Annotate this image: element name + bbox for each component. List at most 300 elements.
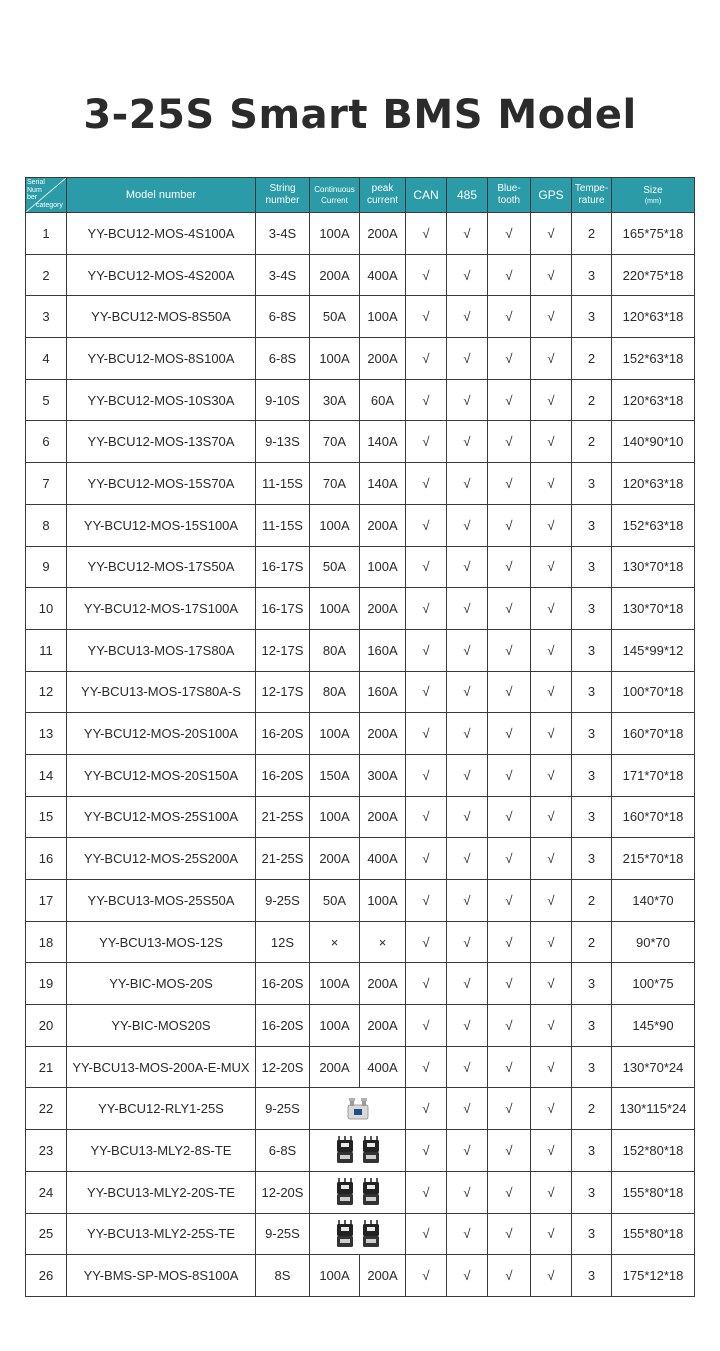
485-check-cell: √ [447,963,488,1005]
peak-current-cell: × [360,921,406,963]
header-serial-line-1: Serial [27,179,45,186]
temperature-cell: 3 [572,588,612,630]
bluetooth-check-cell: √ [488,463,531,505]
can-check-cell: √ [406,1130,447,1172]
serial-cell: 19 [26,963,67,1005]
table-row [26,463,695,505]
bluetooth-check-cell: √ [488,754,531,796]
gps-check-cell: √ [531,838,572,880]
size-cell: 90*70 [612,921,695,963]
table-row [26,1130,695,1172]
can-check-cell: √ [406,963,447,1005]
model-cell: YY-BCU12-MOS-20S150A [67,754,256,796]
485-check-cell: √ [447,921,488,963]
peak-current-cell: 140A [360,421,406,463]
continuous-current-cell: 70A [310,421,360,463]
temperature-cell: 3 [572,1005,612,1047]
string-cell: 9-25S [256,880,310,922]
temperature-cell: 2 [572,421,612,463]
table-row [26,296,695,338]
serial-cell: 6 [26,421,67,463]
current-image-cell [310,1088,406,1130]
485-check-cell: √ [447,338,488,380]
header-peak-line-2: current [366,195,399,206]
gps-check-cell: √ [531,1088,572,1130]
temperature-cell: 2 [572,921,612,963]
table-row [26,546,695,588]
model-cell: YY-BCU12-RLY1-25S [67,1088,256,1130]
continuous-current-cell: 200A [310,1046,360,1088]
bluetooth-check-cell: √ [488,254,531,296]
serial-cell: 13 [26,713,67,755]
model-cell: YY-BCU12-MOS-10S30A [67,379,256,421]
header-bluetooth-line-2: tooth [497,195,521,206]
size-cell: 171*70*18 [612,754,695,796]
485-check-cell: √ [447,1255,488,1297]
485-check-cell: √ [447,1213,488,1255]
table-row [26,588,695,630]
header-serial-line-4: category [36,201,63,209]
peak-current-cell: 100A [360,546,406,588]
can-check-cell: √ [406,1088,447,1130]
bluetooth-check-cell: √ [488,880,531,922]
peak-current-cell: 400A [360,254,406,296]
gps-check-cell: √ [531,629,572,671]
gps-check-cell: √ [531,1046,572,1088]
header-temperature-line-1: Tempe- [574,183,609,194]
serial-cell: 4 [26,338,67,380]
temperature-cell: 3 [572,546,612,588]
serial-cell: 24 [26,1171,67,1213]
serial-cell: 3 [26,296,67,338]
string-cell: 16-20S [256,1005,310,1047]
mos-module-pair [336,1220,380,1248]
peak-current-cell: 140A [360,463,406,505]
size-cell: 152*80*18 [612,1130,695,1172]
continuous-current-cell: 100A [310,796,360,838]
continuous-current-cell: 200A [310,254,360,296]
continuous-current-cell: 50A [310,546,360,588]
size-cell: 152*63*18 [612,504,695,546]
can-check-cell: √ [406,213,447,255]
continuous-current-cell: 80A [310,629,360,671]
can-check-cell: √ [406,796,447,838]
model-cell: YY-BCU13-MLY2-20S-TE [67,1171,256,1213]
header-continuous-line-2: Current [321,196,348,205]
485-check-cell: √ [447,1088,488,1130]
table-row [26,1046,695,1088]
header-continuous-current [310,178,360,213]
string-cell: 6-8S [256,1130,310,1172]
serial-cell: 23 [26,1130,67,1172]
485-check-cell: √ [447,296,488,338]
header-peak-line-1: peak [371,183,394,194]
table-row [26,629,695,671]
size-cell: 100*75 [612,963,695,1005]
bluetooth-check-cell: √ [488,1046,531,1088]
485-check-cell: √ [447,1171,488,1213]
model-cell: YY-BCU13-MOS-17S80A-S [67,671,256,713]
temperature-cell: 3 [572,1255,612,1297]
size-cell: 130*115*24 [612,1088,695,1130]
string-cell: 21-25S [256,838,310,880]
485-check-cell: √ [447,880,488,922]
gps-check-cell: √ [531,1255,572,1297]
peak-current-cell: 400A [360,838,406,880]
string-cell: 6-8S [256,338,310,380]
serial-cell: 20 [26,1005,67,1047]
table-row [26,880,695,922]
model-cell: YY-BCU13-MOS-17S80A [67,629,256,671]
bluetooth-check-cell: √ [488,296,531,338]
gps-check-cell: √ [531,963,572,1005]
header-size-unit: (mm) [644,197,662,205]
mos-module-icon [362,1220,380,1248]
gps-check-cell: √ [531,1213,572,1255]
temperature-cell: 3 [572,838,612,880]
485-check-cell: √ [447,588,488,630]
temperature-cell: 3 [572,254,612,296]
peak-current-cell: 200A [360,963,406,1005]
gps-check-cell: √ [531,1130,572,1172]
peak-current-cell: 200A [360,213,406,255]
can-check-cell: √ [406,713,447,755]
page-title: 3-25S Smart BMS Model [83,92,637,138]
model-cell: YY-BCU13-MLY2-8S-TE [67,1130,256,1172]
gps-check-cell: √ [531,921,572,963]
mos-module-pair [336,1178,380,1206]
continuous-current-cell: 100A [310,588,360,630]
can-check-cell: √ [406,1046,447,1088]
table-row [26,1213,695,1255]
string-cell: 21-25S [256,796,310,838]
model-cell: YY-BCU13-MOS-200A-E-MUX [67,1046,256,1088]
continuous-current-cell: 150A [310,754,360,796]
can-check-cell: √ [406,1213,447,1255]
table-row [26,1088,695,1130]
can-check-cell: √ [406,1171,447,1213]
header-serial-number [26,178,67,213]
continuous-current-cell: 100A [310,213,360,255]
string-cell: 3-4S [256,213,310,255]
size-cell: 120*63*18 [612,463,695,505]
serial-cell: 1 [26,213,67,255]
gps-check-cell: √ [531,463,572,505]
485-check-cell: √ [447,1005,488,1047]
peak-current-cell: 200A [360,713,406,755]
table-row [26,713,695,755]
gps-check-cell: √ [531,338,572,380]
size-cell: 220*75*18 [612,254,695,296]
string-cell: 6-8S [256,296,310,338]
temperature-cell: 3 [572,671,612,713]
string-cell: 16-20S [256,754,310,796]
gps-check-cell: √ [531,254,572,296]
can-check-cell: √ [406,546,447,588]
table-row [26,1255,695,1297]
can-check-cell: √ [406,921,447,963]
header-peak-current [360,178,406,213]
peak-current-cell: 160A [360,629,406,671]
485-check-cell: √ [447,379,488,421]
can-check-cell: √ [406,629,447,671]
bluetooth-check-cell: √ [488,838,531,880]
peak-current-cell: 200A [360,1005,406,1047]
model-cell: YY-BIC-MOS-20S [67,963,256,1005]
can-check-cell: √ [406,463,447,505]
continuous-current-cell: 100A [310,1005,360,1047]
model-cell: YY-BCU12-MOS-8S50A [67,296,256,338]
model-cell: YY-BCU12-MOS-13S70A [67,421,256,463]
model-cell: YY-BCU12-MOS-17S50A [67,546,256,588]
continuous-current-cell: 100A [310,713,360,755]
bluetooth-check-cell: √ [488,1130,531,1172]
serial-cell: 25 [26,1213,67,1255]
485-check-cell: √ [447,629,488,671]
table-row [26,504,695,546]
size-cell: 152*63*18 [612,338,695,380]
gps-check-cell: √ [531,671,572,713]
header-string-line-1: String [269,183,296,194]
bluetooth-check-cell: √ [488,963,531,1005]
serial-cell: 11 [26,629,67,671]
mos-module-icon [362,1178,380,1206]
size-cell: 140*70 [612,880,695,922]
continuous-current-cell: 100A [310,338,360,380]
continuous-current-cell: 30A [310,379,360,421]
model-cell: YY-BMS-SP-MOS-8S100A [67,1255,256,1297]
table-row [26,1171,695,1213]
bluetooth-check-cell: √ [488,421,531,463]
string-cell: 16-17S [256,546,310,588]
bms-model-table [25,177,695,1297]
continuous-current-cell: 100A [310,1255,360,1297]
header-can: CAN [406,178,447,213]
table-row [26,796,695,838]
size-cell: 120*63*18 [612,296,695,338]
size-cell: 120*63*18 [612,379,695,421]
temperature-cell: 2 [572,213,612,255]
table-row [26,921,695,963]
485-check-cell: √ [447,463,488,505]
485-check-cell: √ [447,546,488,588]
serial-cell: 9 [26,546,67,588]
temperature-cell: 3 [572,1130,612,1172]
size-cell: 165*75*18 [612,213,695,255]
serial-cell: 17 [26,880,67,922]
peak-current-cell: 400A [360,1046,406,1088]
relay-icon [345,1097,371,1121]
model-cell: YY-BCU12-MOS-4S100A [67,213,256,255]
string-cell: 16-20S [256,713,310,755]
serial-cell: 10 [26,588,67,630]
model-cell: YY-BIC-MOS20S [67,1005,256,1047]
485-check-cell: √ [447,504,488,546]
485-check-cell: √ [447,713,488,755]
peak-current-cell: 100A [360,880,406,922]
string-cell: 12-20S [256,1046,310,1088]
header-gps: GPS [531,178,572,213]
header-serial-line-3: ber [27,194,38,201]
size-cell: 130*70*18 [612,588,695,630]
model-cell: YY-BCU12-MOS-25S200A [67,838,256,880]
bluetooth-check-cell: √ [488,588,531,630]
can-check-cell: √ [406,296,447,338]
bluetooth-check-cell: √ [488,213,531,255]
model-cell: YY-BCU12-MOS-20S100A [67,713,256,755]
gps-check-cell: √ [531,713,572,755]
temperature-cell: 3 [572,713,612,755]
size-cell: 155*80*18 [612,1213,695,1255]
table-row [26,838,695,880]
model-cell: YY-BCU13-MLY2-25S-TE [67,1213,256,1255]
size-cell: 215*70*18 [612,838,695,880]
header-serial-label [27,179,65,209]
485-check-cell: √ [447,213,488,255]
string-cell: 8S [256,1255,310,1297]
string-cell: 12-17S [256,671,310,713]
bluetooth-check-cell: √ [488,1213,531,1255]
peak-current-cell: 300A [360,754,406,796]
size-cell: 100*70*18 [612,671,695,713]
size-cell: 130*70*24 [612,1046,695,1088]
temperature-cell: 3 [572,504,612,546]
bluetooth-check-cell: √ [488,1255,531,1297]
string-cell: 3-4S [256,254,310,296]
serial-cell: 8 [26,504,67,546]
peak-current-cell: 200A [360,338,406,380]
peak-current-cell: 200A [360,1255,406,1297]
can-check-cell: √ [406,421,447,463]
continuous-current-cell: 100A [310,963,360,1005]
485-check-cell: √ [447,1046,488,1088]
model-cell: YY-BCU12-MOS-17S100A [67,588,256,630]
bluetooth-check-cell: √ [488,713,531,755]
temperature-cell: 3 [572,1213,612,1255]
serial-cell: 7 [26,463,67,505]
table-header-row [26,178,695,213]
485-check-cell: √ [447,838,488,880]
continuous-current-cell: 200A [310,838,360,880]
header-size [612,178,695,213]
gps-check-cell: √ [531,754,572,796]
mos-module-pair [336,1136,380,1164]
header-bluetooth-line-1: Blue- [497,183,521,194]
string-cell: 9-25S [256,1088,310,1130]
serial-cell: 15 [26,796,67,838]
model-cell: YY-BCU12-MOS-15S70A [67,463,256,505]
bluetooth-check-cell: √ [488,1005,531,1047]
can-check-cell: √ [406,754,447,796]
peak-current-cell: 200A [360,796,406,838]
can-check-cell: √ [406,379,447,421]
model-cell: YY-BCU13-MOS-25S50A [67,880,256,922]
gps-check-cell: √ [531,1005,572,1047]
serial-cell: 16 [26,838,67,880]
string-cell: 11-15S [256,463,310,505]
gps-check-cell: √ [531,213,572,255]
temperature-cell: 3 [572,1046,612,1088]
485-check-cell: √ [447,1130,488,1172]
header-temperature [572,178,612,213]
gps-check-cell: √ [531,796,572,838]
bluetooth-check-cell: √ [488,338,531,380]
bluetooth-check-cell: √ [488,921,531,963]
gps-check-cell: √ [531,880,572,922]
string-cell: 9-13S [256,421,310,463]
model-cell: YY-BCU12-MOS-4S200A [67,254,256,296]
string-cell: 12-20S [256,1171,310,1213]
size-cell: 130*70*18 [612,546,695,588]
can-check-cell: √ [406,1255,447,1297]
string-cell: 9-25S [256,1213,310,1255]
can-check-cell: √ [406,588,447,630]
can-check-cell: √ [406,880,447,922]
serial-cell: 22 [26,1088,67,1130]
header-string-line-2: number [265,195,300,206]
table-row [26,754,695,796]
can-check-cell: √ [406,1005,447,1047]
continuous-current-cell: 50A [310,880,360,922]
gps-check-cell: √ [531,546,572,588]
gps-check-cell: √ [531,588,572,630]
can-check-cell: √ [406,671,447,713]
can-check-cell: √ [406,838,447,880]
header-model-number: Model number [67,178,256,213]
serial-cell: 21 [26,1046,67,1088]
serial-cell: 18 [26,921,67,963]
continuous-current-cell: 70A [310,463,360,505]
table-row [26,379,695,421]
serial-cell: 14 [26,754,67,796]
peak-current-cell: 160A [360,671,406,713]
model-cell: YY-BCU12-MOS-8S100A [67,338,256,380]
model-cell: YY-BCU12-MOS-15S100A [67,504,256,546]
table-row [26,213,695,255]
can-check-cell: √ [406,338,447,380]
header-continuous-line-1: Continuous [314,185,355,194]
header-size-label: Size [643,184,663,196]
size-cell: 140*90*10 [612,421,695,463]
mos-module-icon [362,1136,380,1164]
gps-check-cell: √ [531,1171,572,1213]
size-cell: 160*70*18 [612,796,695,838]
current-image-cell [310,1213,406,1255]
485-check-cell: √ [447,421,488,463]
size-cell: 145*90 [612,1005,695,1047]
485-check-cell: √ [447,754,488,796]
header-string-number [256,178,310,213]
size-cell: 145*99*12 [612,629,695,671]
table-row [26,671,695,713]
string-cell: 12S [256,921,310,963]
header-serial-line-2: Num [27,186,42,194]
gps-check-cell: √ [531,296,572,338]
temperature-cell: 2 [572,1088,612,1130]
temperature-cell: 3 [572,1171,612,1213]
temperature-cell: 3 [572,463,612,505]
mos-module-icon [336,1220,354,1248]
table-row [26,963,695,1005]
table-row [26,254,695,296]
485-check-cell: √ [447,671,488,713]
gps-check-cell: √ [531,379,572,421]
bluetooth-check-cell: √ [488,546,531,588]
header-485: 485 [447,178,488,213]
temperature-cell: 3 [572,629,612,671]
bluetooth-check-cell: √ [488,629,531,671]
bluetooth-check-cell: √ [488,379,531,421]
